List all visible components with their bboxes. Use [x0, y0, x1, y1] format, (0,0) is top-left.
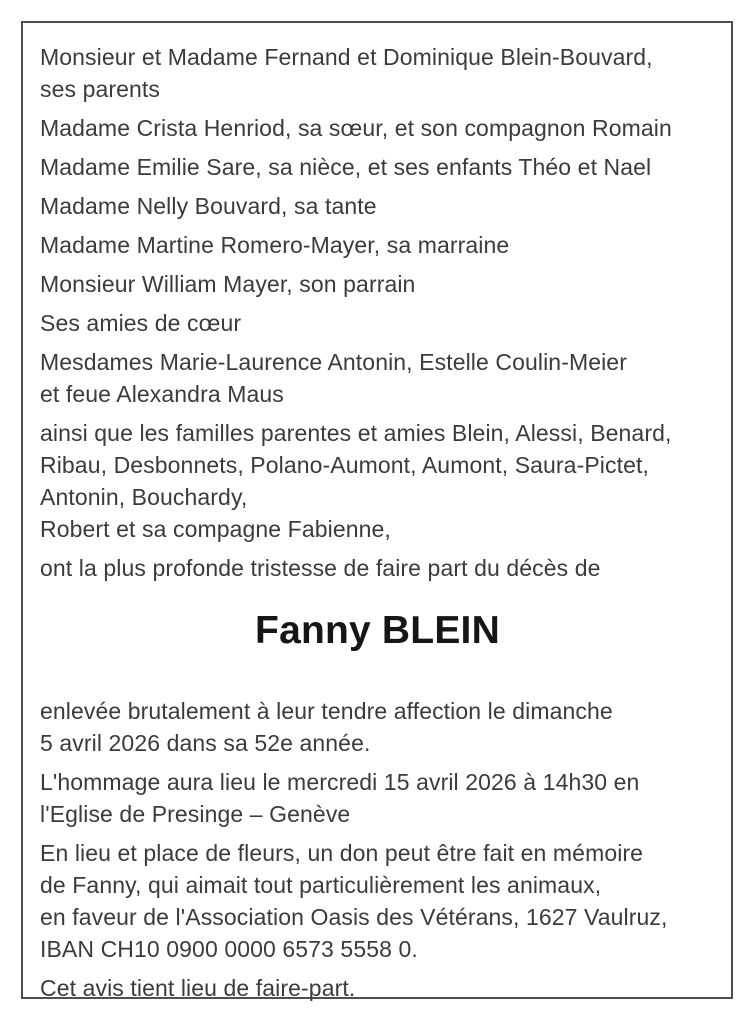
paragraph-line: ses parents: [40, 76, 160, 102]
paragraph-line: Ribau, Desbonnets, Polano-Aumont, Aumont, Saura-Pictet,: [40, 452, 649, 478]
notice-paragraph: [40, 417, 715, 545]
notice-paragraph: [40, 837, 715, 965]
notice-details-section: [40, 695, 715, 1004]
paragraph-line: ont la plus profonde tristesse de faire part du décès de: [40, 555, 601, 581]
notice-paragraph: [40, 695, 715, 759]
notice-paragraph: [40, 190, 715, 222]
notice-paragraph: [40, 766, 715, 830]
notice-paragraph: [40, 229, 715, 261]
paragraph-line: En lieu et place de fleurs, un don peut être fait en mémoire: [40, 840, 644, 866]
paragraph-line: et feue Alexandra Maus: [40, 381, 284, 407]
notice-paragraph: [40, 268, 715, 300]
paragraph-line: enlevée brutalement à leur tendre affection le dimanche: [40, 698, 613, 724]
paragraph-line: Antonin, Bouchardy,: [40, 484, 248, 510]
paragraph-line: Madame Crista Henriod, sa sœur, et son compagnon Romain: [40, 115, 672, 141]
notice-family-section: [40, 41, 715, 584]
paragraph-line: ainsi que les familles parentes et amies Blein, Alessi, Benard,: [40, 420, 672, 446]
paragraph-line: Madame Martine Romero-Mayer, sa marraine: [40, 232, 510, 258]
paragraph-line: Monsieur William Mayer, son parrain: [40, 271, 416, 297]
paragraph-line: 5 avril 2026 dans sa 52e année.: [40, 730, 371, 756]
notice-paragraph: [40, 346, 715, 410]
paragraph-line: l'Eglise de Presinge – Genève: [40, 801, 351, 827]
notice-paragraph: [40, 41, 715, 105]
paragraph-line: Ses amies de cœur: [40, 310, 242, 336]
paragraph-line: Mesdames Marie-Laurence Antonin, Estelle Coulin-Meier: [40, 349, 627, 375]
paragraph-line: IBAN CH10 0900 0000 6573 5558 0.: [40, 936, 418, 962]
paragraph-line: de Fanny, qui aimait tout particulièrement les animaux,: [40, 872, 602, 898]
paragraph-line: L'hommage aura lieu le mercredi 15 avril 2026 à 14h30 en: [40, 769, 640, 795]
paragraph-line: Robert et sa compagne Fabienne,: [40, 516, 391, 542]
paragraph-line: en faveur de l'Association Oasis des Vétérans, 1627 Vaulruz,: [40, 904, 668, 930]
notice-paragraph: [40, 552, 715, 584]
notice-paragraph: [40, 307, 715, 339]
deceased-name-title: Fanny BLEIN: [255, 609, 500, 652]
paragraph-line: Cet avis tient lieu de faire-part.: [40, 975, 356, 1001]
notice-paragraph: [40, 972, 715, 1004]
notice-paragraph: [40, 112, 715, 144]
notice-paragraph: [40, 151, 715, 183]
notice-border-frame: [21, 21, 733, 999]
paragraph-line: Madame Nelly Bouvard, sa tante: [40, 193, 377, 219]
paragraph-line: Monsieur et Madame Fernand et Dominique Blein-Bouvard,: [40, 44, 653, 70]
paragraph-line: Madame Emilie Sare, sa nièce, et ses enfants Théo et Nael: [40, 154, 652, 180]
